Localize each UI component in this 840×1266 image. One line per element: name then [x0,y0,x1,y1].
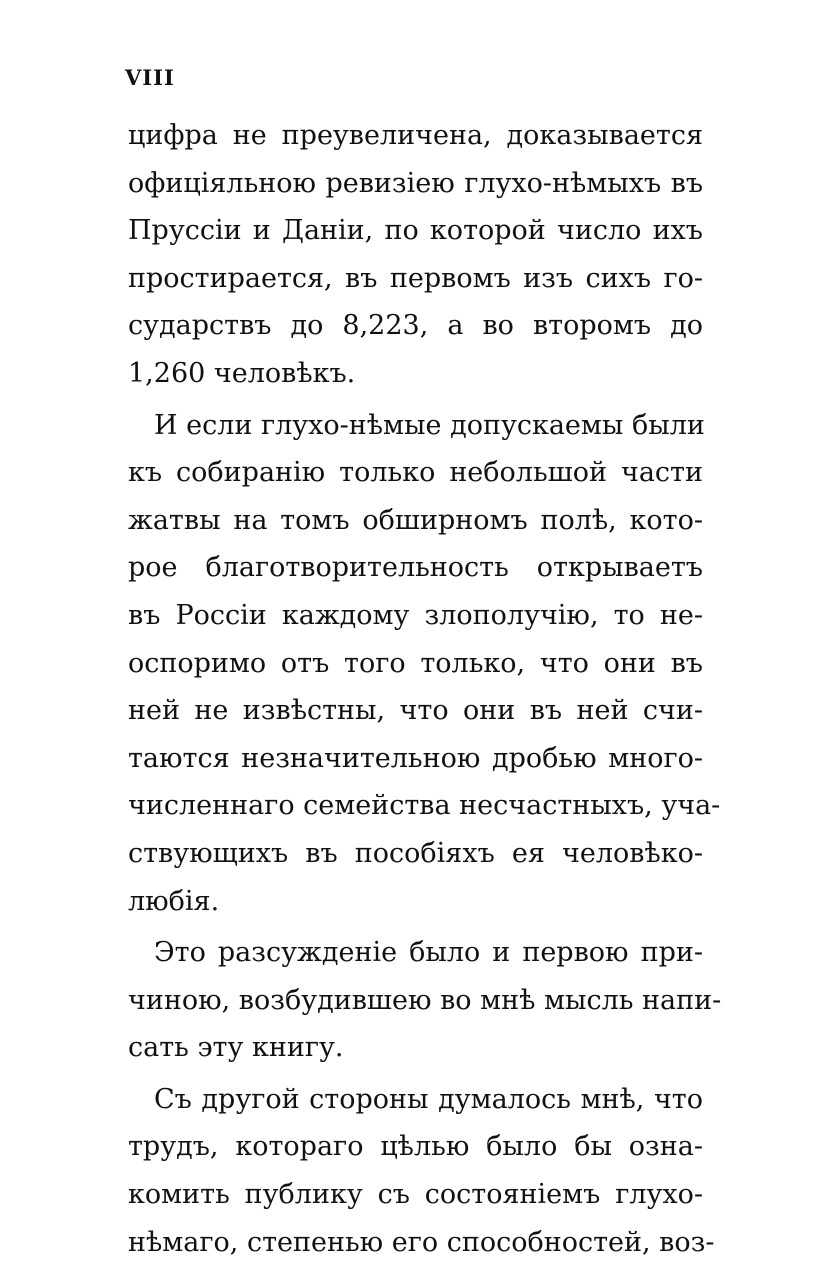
page-number: VIII [125,65,175,90]
text-line: въ Россіи каждому злополучію, то не- [128,599,703,631]
text-line: простирается, въ первомъ изъ сихъ го- [128,262,703,294]
text-line: офиціяльною ревизіею глухо-нѣмыхъ въ [128,167,703,199]
paragraph [128,1076,715,1266]
text-line: сать эту книгу. [128,1032,344,1064]
body-text [128,112,722,1266]
text-line: Это разсужденіе было и первою при- [154,937,703,969]
text-line: сударствъ до 8,223, а во второмъ до [128,310,703,342]
text-line: 1,260 человѣкъ. [128,357,356,389]
paragraph [128,112,703,398]
text-line: нѣмаго, степенью его способностей, воз- [128,1226,715,1258]
text-line: цифра не преувеличена, доказывается [128,120,703,151]
text-line: рое благотворительность открываетъ [128,552,703,584]
paragraph [128,929,722,1072]
text-line: И если глухо-нѣмые допускаемы были [154,409,705,441]
text-line: ствующихъ въ пособіяхъ ея человѣко- [128,837,703,869]
text-line: ней не извѣстны, что они въ ней счи- [128,695,703,727]
text-line: оспоримо отъ того только, что они въ [128,647,703,679]
text-line: таются незначительною дробью много- [128,742,703,774]
text-line: комить публику съ состояніемъ глухо- [128,1179,703,1211]
text-line: численнаго семейства несчастныхъ, уча- [128,790,721,822]
text-line: жатвы на томъ обширномъ полѣ, кото- [128,504,703,536]
text-line: чиною, возбудившею во мнѣ мысль напи- [128,984,722,1016]
paragraph [128,402,721,926]
text-line: трудъ, котораго цѣлью было бы озна- [128,1131,703,1163]
text-line: любія. [128,885,220,917]
text-line: Съ другой стороны думалось мнѣ, что [154,1083,703,1115]
text-line: Пруссіи и Даніи, по которой число ихъ [128,215,703,247]
text-line: къ собиранію только небольшой части [128,457,703,489]
